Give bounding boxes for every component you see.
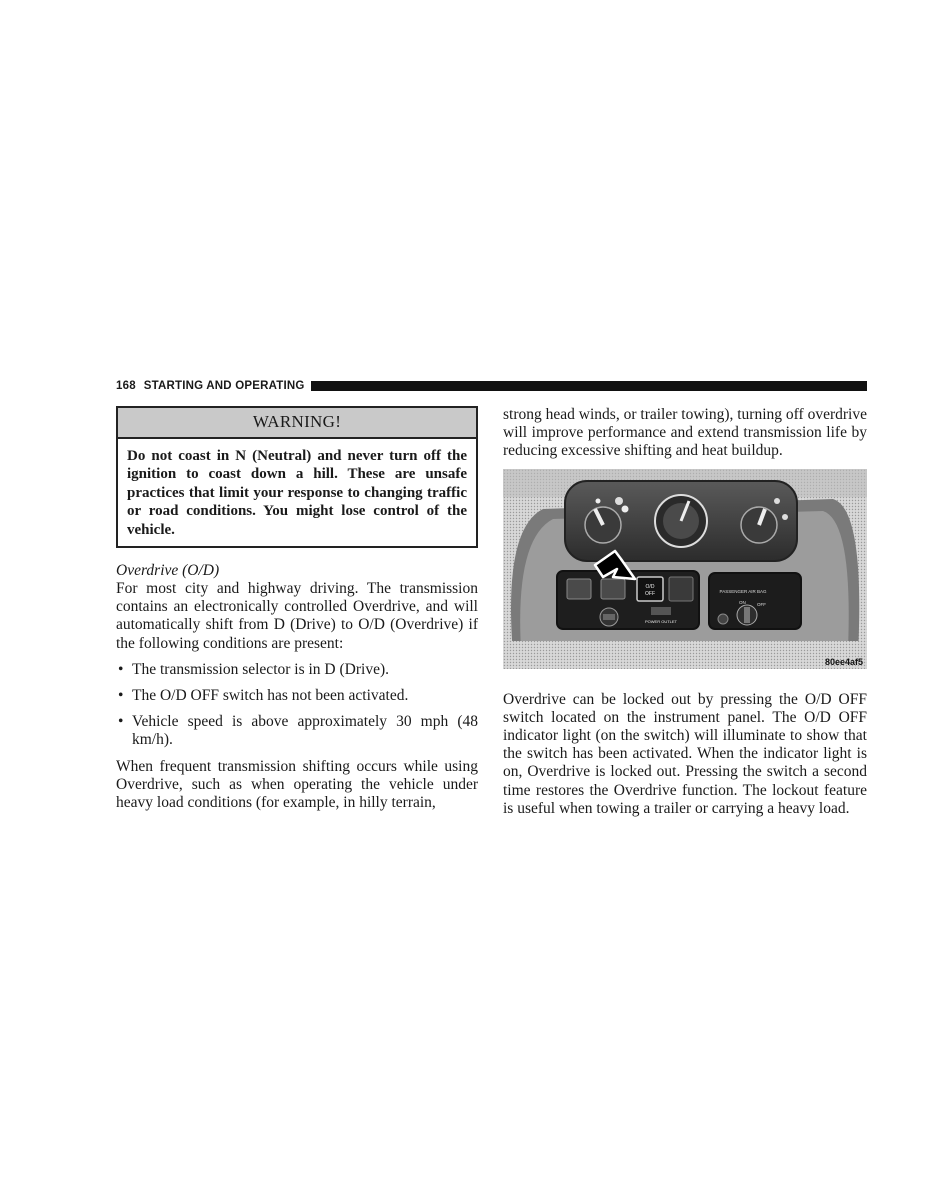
overdrive-intro: For most city and highway driving. The transmission contains an electronically controlled Overdrive, and will automatically shift from D (Drive) to O/D (Overdrive) if the following conditions are present:: [116, 580, 478, 652]
frequent-shifting-continued: [503, 406, 867, 461]
header-rule: [311, 381, 867, 391]
list-item: • Vehicle speed is above approximately 30 mph (48 km/h).: [116, 713, 478, 749]
figure-id: 80ee4af5: [824, 656, 863, 667]
conditions-list: [116, 661, 478, 750]
instrument-panel-photo: [503, 469, 867, 669]
warning-body: Do not coast in N (Neutral) and never turn off the ignition to coast down a hill. These are unsafe practices that limit your response to changing traffic or road conditions. You might lose control of the vehicle.: [127, 448, 467, 538]
frequent-shifting-paragraph: [116, 758, 478, 813]
lockout-paragraph: Overdrive can be locked out by pressing the O/D OFF switch located on the instrument panel. The O/D OFF indicator light (on the switch) will illuminate to show that the switch has been activated. When the indicator light is on, Overdrive is locked out. Pressing the switch a second time restores the Overdrive function. The lockout feature is useful when towing a trailer or carrying a heavy load.: [503, 690, 867, 817]
section-title: STARTING AND OPERATING: [143, 380, 305, 392]
warning-title: WARNING!: [118, 408, 476, 439]
instrument-panel-illustration: [503, 469, 867, 669]
airbag-label: PASSENGER AIR BAG: [719, 588, 767, 594]
left-column: [116, 406, 478, 812]
page-header: [116, 379, 867, 393]
warning-box: [116, 406, 478, 548]
right-column: [503, 406, 867, 818]
od-label: O/D: [645, 583, 655, 590]
section-heading: Overdrive (O/D): [116, 562, 220, 580]
off-small-label: OFF: [757, 601, 766, 607]
list-item: • The O/D OFF switch has not been activated.: [116, 687, 478, 705]
frequent-shifting-text-b: strong head winds, or trailer towing), turning off overdrive will improve performance and extend transmission life by reducing excessive shifting and heat buildup.: [503, 406, 867, 460]
power-outlet-label: POWER OUTLET: [644, 618, 678, 624]
frequent-shifting-text-a: When frequent transmission shifting occurs while using Overdrive, such as when operating the vehicle under heavy load conditions (for example, in hilly terrain,: [116, 757, 478, 812]
off-label: OFF: [645, 590, 655, 597]
list-item: • The transmission selector is in D (Drive).: [116, 661, 478, 679]
on-label: ON: [739, 599, 746, 605]
page-number: 168: [116, 380, 136, 392]
